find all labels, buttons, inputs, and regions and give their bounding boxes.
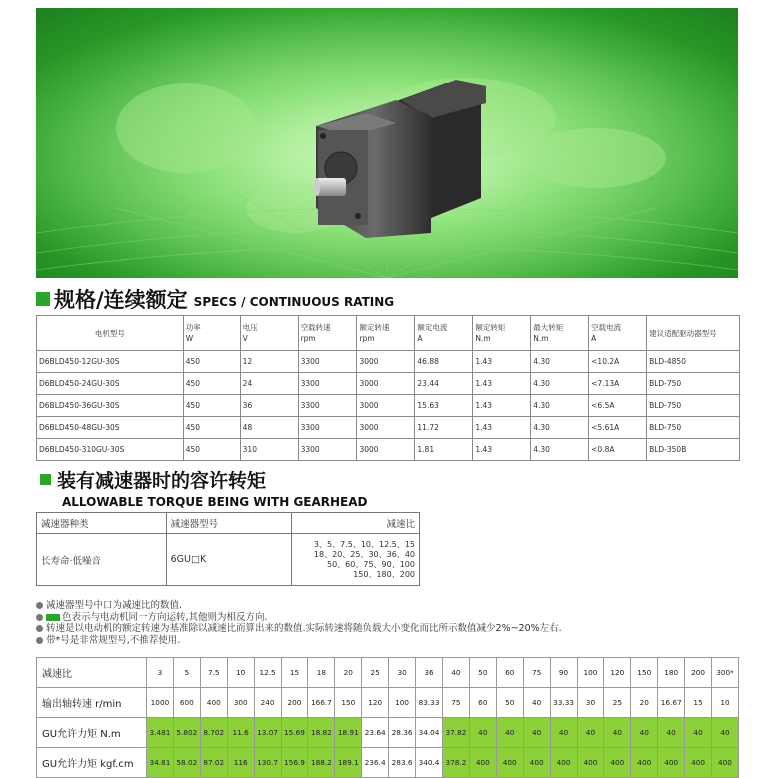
- ratio-cell: 100: [577, 658, 604, 688]
- ratio-cell: 23.64: [362, 718, 389, 748]
- spec-cell: 450: [183, 439, 240, 461]
- ratio-cell: 15.69: [281, 718, 308, 748]
- ratio-cell: 40: [577, 718, 604, 748]
- ratio-cell: 15: [685, 688, 712, 718]
- gear-type-value: 长寿命·低噪音: [37, 534, 167, 586]
- ratio-cell: 120: [604, 658, 631, 688]
- gear-header-model: 减速器型号: [166, 513, 292, 534]
- spec-cell: 4.30: [531, 351, 589, 373]
- note-item: [36, 623, 562, 635]
- ratio-cell: 300*: [712, 658, 739, 688]
- ratio-cell: 50: [469, 658, 496, 688]
- section-specs-title-en: SPECS / CONTINUOUS RATING: [193, 295, 395, 309]
- ratio-cell: 340.4: [416, 748, 443, 778]
- spec-header-text: 额定转速: [359, 323, 390, 332]
- spec-cell: BLD-350B: [647, 439, 740, 461]
- gear-header-type: 减速器种类: [37, 513, 167, 534]
- ratio-cell: 87.02: [200, 748, 227, 778]
- spec-table-body: [37, 351, 740, 461]
- section-torque-title-en: ALLOWABLE TORQUE BEING WITH GEARHEAD: [62, 495, 368, 509]
- spec-row: [37, 373, 740, 395]
- ratio-cell: 120: [362, 688, 389, 718]
- gear-ratios-line: 3、5、7.5、10、12.5、15: [313, 539, 415, 549]
- ratio-cell: 20: [335, 658, 362, 688]
- ratio-cell: 34.04: [416, 718, 443, 748]
- spec-cell: 3300: [298, 439, 357, 461]
- ratio-cell: 30: [389, 658, 416, 688]
- ratio-cell: 400: [523, 748, 550, 778]
- spec-cell: 3300: [298, 395, 357, 417]
- spec-cell: <10.2A: [589, 351, 647, 373]
- ratio-cell: 600: [173, 688, 200, 718]
- spec-cell: BLD-750: [647, 373, 740, 395]
- ratio-cell: 400: [604, 748, 631, 778]
- spec-cell: <0.8A: [589, 439, 647, 461]
- note-text: 色表示与电动机同一方向运转,其他则为相反方向.: [62, 611, 268, 623]
- ratio-cell: 16.67: [658, 688, 685, 718]
- spec-header-text: 空载转速: [300, 323, 331, 332]
- section-specs-title-cn: 规格/连续额定: [54, 288, 188, 312]
- ratio-cell: 36: [416, 658, 443, 688]
- ratio-cell: 150: [335, 688, 362, 718]
- ratio-cell: 20: [631, 688, 658, 718]
- ratio-row-label: GU允许力矩 kgf.cm: [37, 748, 147, 778]
- spec-cell: D6BLD450-36GU-30S: [37, 395, 184, 417]
- ratio-cell: 5: [173, 658, 200, 688]
- ratio-cell: 25: [604, 688, 631, 718]
- spec-header-cell: [531, 316, 589, 351]
- ratio-cell: 30: [577, 688, 604, 718]
- spec-cell: 1.43: [473, 417, 531, 439]
- spec-cell: 1.43: [473, 395, 531, 417]
- spec-table: [36, 315, 740, 461]
- ratio-cell: 40: [658, 718, 685, 748]
- ratio-cell: 60: [469, 688, 496, 718]
- gear-table: [36, 512, 420, 586]
- gear-ratios-line: 150、180、200: [353, 569, 415, 579]
- ratio-row: [37, 748, 739, 778]
- gear-model-value: 6GU□K: [166, 534, 292, 586]
- spec-cell: 310: [240, 439, 298, 461]
- ratio-cell: 400: [658, 748, 685, 778]
- ratio-cell: 40: [496, 718, 523, 748]
- ratio-cell: 3.481: [147, 718, 174, 748]
- ratio-cell: 400: [685, 748, 712, 778]
- spec-header-cell: [357, 316, 415, 351]
- spec-cell: <7.13A: [589, 373, 647, 395]
- spec-cell: 4.30: [531, 439, 589, 461]
- spec-cell: 450: [183, 373, 240, 395]
- spec-cell: 4.30: [531, 395, 589, 417]
- spec-cell: 1.43: [473, 351, 531, 373]
- gear-ratios-line: 50、60、75、90、100: [327, 559, 415, 569]
- bullet-icon: [36, 602, 43, 609]
- bullet-icon: [36, 625, 43, 632]
- ratio-row-label: 减速比: [37, 658, 147, 688]
- ratio-cell: 116: [227, 748, 254, 778]
- spec-cell: 3000: [357, 439, 415, 461]
- spec-header-text: 电压: [242, 323, 258, 332]
- note-item: [36, 612, 562, 624]
- spec-cell: 450: [183, 395, 240, 417]
- spec-header-text: 建议适配驱动器型号: [649, 328, 717, 338]
- spec-cell: 15.63: [415, 395, 473, 417]
- ratio-cell: 5.802: [173, 718, 200, 748]
- ratio-cell: 50: [496, 688, 523, 718]
- spec-header-cell: [589, 316, 647, 351]
- section-torque-header: [40, 466, 368, 509]
- ratio-cell: 240: [254, 688, 281, 718]
- gear-ratios-value: [292, 534, 420, 586]
- green-square-icon: [36, 292, 50, 306]
- ratio-cell: 400: [631, 748, 658, 778]
- notes-list: [36, 600, 562, 646]
- ratio-cell: 300: [227, 688, 254, 718]
- ratio-row: [37, 688, 739, 718]
- note-text: 带*号是非常规型号,不推荐使用.: [46, 634, 181, 646]
- spec-row: [37, 417, 740, 439]
- spec-cell: 3000: [357, 373, 415, 395]
- spec-cell: 3300: [298, 351, 357, 373]
- spec-cell: <6.5A: [589, 395, 647, 417]
- section-specs-header: [36, 284, 394, 314]
- ratio-cell: 37.82: [442, 718, 469, 748]
- gear-ratios-line: 18、20、25、30、36、40: [313, 549, 415, 559]
- spec-cell: D6BLD450-24GU-30S: [37, 373, 184, 395]
- spec-header-text: 最大转矩: [533, 323, 564, 332]
- spec-cell: 1.43: [473, 439, 531, 461]
- note-text: 转速是以电动机的额定转速为基准除以减速比而算出来的数值.实际转速将随负载大小变化而比所示数值减少2%~20%左右.: [46, 623, 562, 634]
- spec-cell: 3000: [357, 395, 415, 417]
- ratio-cell: 40: [712, 718, 739, 748]
- ratio-cell: 400: [200, 688, 227, 718]
- section-torque-title-cn: 装有减速器时的容许转矩: [57, 470, 267, 492]
- spec-cell: 48: [240, 417, 298, 439]
- spec-cell: 4.30: [531, 373, 589, 395]
- ratio-cell: 58.02: [173, 748, 200, 778]
- spec-cell: 23.44: [415, 373, 473, 395]
- green-legend-swatch: [46, 614, 60, 621]
- spec-header-cell: [298, 316, 357, 351]
- ratio-cell: 33.33: [550, 688, 577, 718]
- spec-header-text: 功率: [185, 323, 201, 332]
- spec-cell: D6BLD450-12GU-30S: [37, 351, 184, 373]
- spec-row: [37, 395, 740, 417]
- spec-cell: BLD-750: [647, 417, 740, 439]
- product-banner: [36, 8, 738, 278]
- ratio-cell: 18.82: [308, 718, 335, 748]
- ratio-cell: 180: [658, 658, 685, 688]
- ratio-cell: 3: [147, 658, 174, 688]
- spec-header-unit: A: [591, 334, 597, 343]
- green-square-icon: [40, 474, 51, 485]
- ratio-cell: 200: [281, 688, 308, 718]
- ratio-cell: 189.1: [335, 748, 362, 778]
- bullet-icon: [36, 637, 43, 644]
- ratio-cell: 188.2: [308, 748, 335, 778]
- motor-image: [36, 8, 738, 278]
- spec-cell: 450: [183, 417, 240, 439]
- gear-header-ratio: 减速比: [292, 513, 420, 534]
- spec-cell: 1.81: [415, 439, 473, 461]
- ratio-cell: 18: [308, 658, 335, 688]
- spec-cell: 12: [240, 351, 298, 373]
- spec-cell: 3000: [357, 417, 415, 439]
- spec-cell: BLD-750: [647, 395, 740, 417]
- ratio-cell: 40: [469, 718, 496, 748]
- ratio-cell: 400: [496, 748, 523, 778]
- spec-cell: 450: [183, 351, 240, 373]
- ratio-cell: 40: [442, 658, 469, 688]
- gear-header-row: [37, 513, 420, 534]
- spec-header-unit: rpm: [300, 334, 316, 343]
- ratio-cell: 166.7: [308, 688, 335, 718]
- ratio-cell: 40: [631, 718, 658, 748]
- spec-row: [37, 439, 740, 461]
- ratio-cell: 83.33: [416, 688, 443, 718]
- ratio-cell: 15: [281, 658, 308, 688]
- ratio-cell: 156.9: [281, 748, 308, 778]
- ratio-cell: 100: [389, 688, 416, 718]
- spec-cell: 3300: [298, 373, 357, 395]
- ratio-cell: 75: [523, 658, 550, 688]
- ratio-cell: 10: [227, 658, 254, 688]
- ratio-cell: 10: [712, 688, 739, 718]
- ratio-cell: 60: [496, 658, 523, 688]
- note-text: 减速器型号中口为减速比的数值.: [46, 600, 183, 611]
- ratio-cell: 200: [685, 658, 712, 688]
- spec-cell: 4.30: [531, 417, 589, 439]
- gear-row: [37, 534, 420, 586]
- ratio-cell: 25: [362, 658, 389, 688]
- spec-header-row: [37, 316, 740, 351]
- ratio-row-label: GU允许力矩 N.m: [37, 718, 147, 748]
- ratio-cell: 130.7: [254, 748, 281, 778]
- ratio-row: [37, 718, 739, 748]
- bullet-icon: [36, 614, 43, 621]
- spec-cell: D6BLD450-48GU-30S: [37, 417, 184, 439]
- spec-cell: 3000: [357, 351, 415, 373]
- ratio-table-body: [37, 658, 739, 778]
- ratio-cell: 90: [550, 658, 577, 688]
- ratio-cell: 40: [604, 718, 631, 748]
- spec-header-text: 空载电流: [591, 323, 622, 332]
- ratio-cell: 12.5: [254, 658, 281, 688]
- ratio-cell: 40: [550, 718, 577, 748]
- spec-header-cell: [415, 316, 473, 351]
- spec-header-cell: [240, 316, 298, 351]
- spec-header-cell: [37, 316, 184, 351]
- spec-header-unit: A: [417, 334, 423, 343]
- ratio-cell: 40: [523, 718, 550, 748]
- ratio-row: [37, 658, 739, 688]
- ratio-cell: 283.6: [389, 748, 416, 778]
- ratio-cell: 150: [631, 658, 658, 688]
- spec-cell: 3300: [298, 417, 357, 439]
- spec-header-cell: [647, 316, 740, 351]
- spec-cell: <5.61A: [589, 417, 647, 439]
- spec-cell: 46.88: [415, 351, 473, 373]
- ratio-cell: 1000: [147, 688, 174, 718]
- ratio-cell: 400: [577, 748, 604, 778]
- ratio-cell: 8.702: [200, 718, 227, 748]
- ratio-cell: 40: [523, 688, 550, 718]
- ratio-cell: 34.81: [147, 748, 174, 778]
- spec-cell: BLD-4850: [647, 351, 740, 373]
- ratio-row-label: 输出轴转速 r/min: [37, 688, 147, 718]
- ratio-cell: 7.5: [200, 658, 227, 688]
- ratio-table: [36, 657, 739, 778]
- ratio-cell: 400: [469, 748, 496, 778]
- ratio-cell: 236.4: [362, 748, 389, 778]
- spec-cell: D6BLD450-310GU-30S: [37, 439, 184, 461]
- note-item: [36, 635, 562, 647]
- ratio-cell: 75: [442, 688, 469, 718]
- spec-cell: 1.43: [473, 373, 531, 395]
- spec-header-cell: [183, 316, 240, 351]
- spec-cell: 11.72: [415, 417, 473, 439]
- spec-header-unit: V: [242, 334, 248, 343]
- spec-cell: 24: [240, 373, 298, 395]
- spec-header-unit: N.m: [475, 334, 491, 343]
- spec-header-text: 额定电流: [417, 323, 448, 332]
- ratio-cell: 11.6: [227, 718, 254, 748]
- note-item: [36, 600, 562, 612]
- spec-header-unit: rpm: [359, 334, 375, 343]
- spec-header-text: 额定转矩: [475, 323, 506, 332]
- spec-header-cell: [473, 316, 531, 351]
- ratio-cell: 18.91: [335, 718, 362, 748]
- ratio-cell: 400: [712, 748, 739, 778]
- spec-header-text: 电机型号: [94, 328, 125, 338]
- spec-header-unit: W: [185, 334, 194, 343]
- spec-header-unit: N.m: [533, 334, 549, 343]
- ratio-cell: 28.36: [389, 718, 416, 748]
- ratio-cell: 40: [685, 718, 712, 748]
- ratio-cell: 13.07: [254, 718, 281, 748]
- spec-cell: 36: [240, 395, 298, 417]
- ratio-cell: 400: [550, 748, 577, 778]
- spec-row: [37, 351, 740, 373]
- ratio-cell: 378.2: [442, 748, 469, 778]
